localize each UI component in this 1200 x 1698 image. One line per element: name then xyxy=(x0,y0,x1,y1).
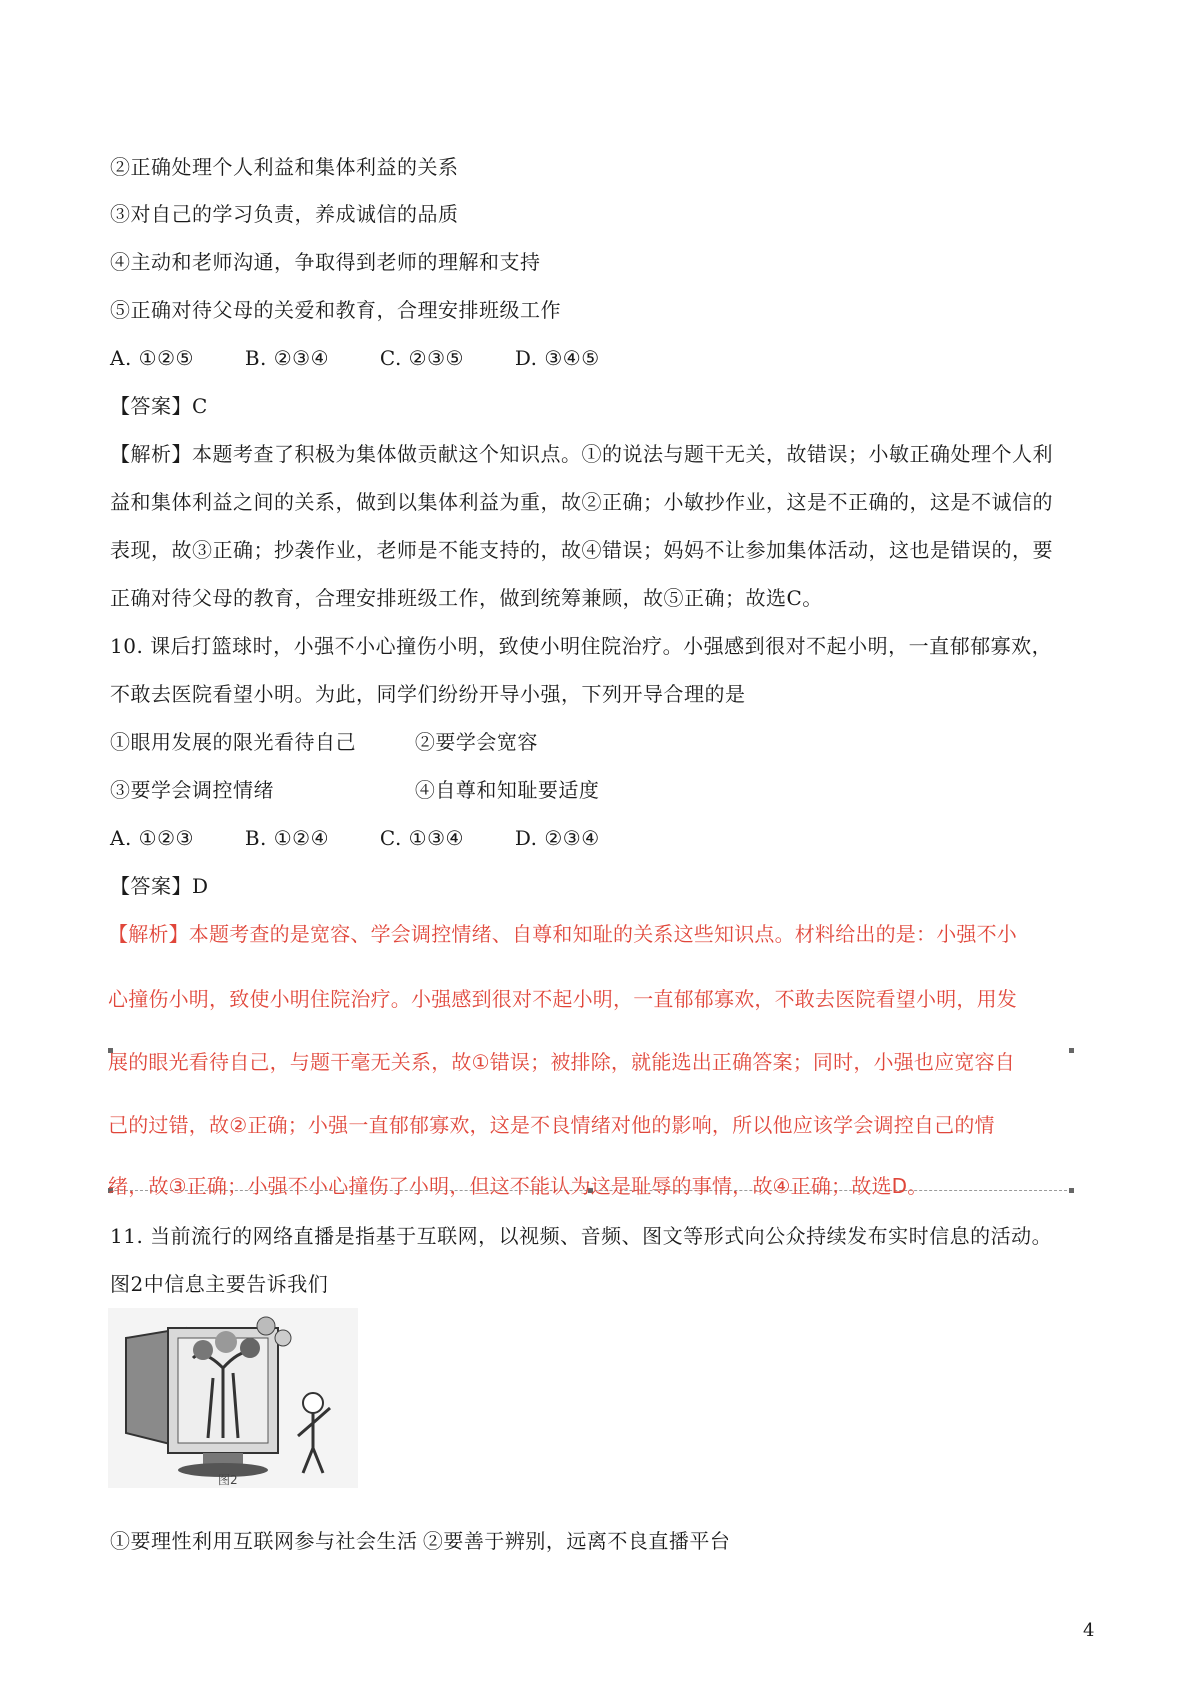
q9-option-b: B. ②③④ xyxy=(244,346,330,370)
q9-item-5: ⑤正确对待父母的关爱和教育，合理安排班级工作 xyxy=(110,298,561,322)
q10-option-d: D. ②③④ xyxy=(514,826,600,850)
q9-item-4: ④主动和老师沟通，争取得到老师的理解和支持 xyxy=(110,250,541,274)
q9-item-3: ③对自己的学习负责，养成诚信的品质 xyxy=(110,202,459,226)
q10-analysis-line: 【解析】本题考查的是宽容、学会调控情绪、自尊和知耻的关系这些知识点。材料给出的是：小强不小 xyxy=(108,922,1017,946)
q9-options xyxy=(110,344,644,372)
q10-choice-2: ②要学会宽容 xyxy=(414,730,538,754)
q10-options xyxy=(110,824,644,852)
q9-option-d: D. ③④⑤ xyxy=(514,346,600,370)
q10-analysis-line: 己的过错，故②正确；小强一直郁郁寡欢，这是不良情绪对他的影响，所以他应该学会调控自己的情 xyxy=(108,1113,995,1137)
resize-handle-icon xyxy=(1069,1188,1074,1193)
page-number: 4 xyxy=(1083,1620,1095,1641)
figure-2-image xyxy=(108,1308,358,1488)
q10-analysis-line: 绪，故③正确；小强不小心撞伤了小明，但这不能认为这是耻辱的事情，故④正确；故选D。 xyxy=(108,1174,928,1198)
q10-stem-line: 10. 课后打篮球时，小强不小心撞伤小明，致使小明住院治疗。小强感到很对不起小明，一直郁郁寡欢， xyxy=(110,634,1053,658)
q9-item-2: ②正确处理个人利益和集体利益的关系 xyxy=(110,155,459,179)
q10-answer: 【答案】D xyxy=(110,874,209,898)
q10-option-b: B. ①②④ xyxy=(244,826,330,850)
resize-handle-icon xyxy=(1069,1048,1074,1053)
q9-analysis-line: 【解析】本题考查了积极为集体做贡献这个知识点。①的说法与题干无关，故错误；小敏正确处理个人利 xyxy=(110,442,1053,466)
q10-choices-row xyxy=(110,776,599,804)
q9-option-a: A. ①②⑤ xyxy=(110,346,194,370)
q10-choice-3: ③要学会调控情绪 xyxy=(110,778,274,802)
q10-option-a: A. ①②③ xyxy=(110,826,194,850)
q9-analysis-line: 益和集体利益之间的关系，做到以集体利益为重，故②正确；小敏抄作业，这是不正确的，这是不诚信的 xyxy=(110,490,1053,514)
q10-option-c: C. ①③④ xyxy=(379,826,464,850)
q11-choice-2: ②要善于辨别，远离不良直播平台 xyxy=(422,1529,731,1553)
q10-analysis-line: 展的眼光看待自己，与题干毫无关系，故①错误；被排除，就能选出正确答案；同时，小强也应宽容自 xyxy=(108,1050,1015,1074)
q10-analysis-line: 心撞伤小明，致使小明住院治疗。小强感到很对不起小明，一直郁郁寡欢，不敢去医院看望小明，用发 xyxy=(108,987,1017,1011)
q10-choices-row xyxy=(110,728,538,756)
q9-answer: 【答案】C xyxy=(110,394,208,418)
q9-option-c: C. ②③⑤ xyxy=(379,346,464,370)
q10-choice-4: ④自尊和知耻要适度 xyxy=(414,778,600,802)
q10-stem-line: 不敢去医院看望小明。为此，同学们纷纷开导小强，下列开导合理的是 xyxy=(110,682,746,706)
q11-choice-1: ①要理性利用互联网参与社会生活 xyxy=(110,1529,418,1553)
q10-choice-1: ①眼用发展的限光看待自己 xyxy=(110,730,356,754)
figure-caption: 图2 xyxy=(218,1473,238,1487)
q9-analysis-line: 表现，故③正确；抄袭作业，老师是不能支持的，故④错误；妈妈不让参加集体活动，这也是错误的，要 xyxy=(110,538,1053,562)
q11-stem-line: 11. 当前流行的网络直播是指基于互联网，以视频、音频、图文等形式向公众持续发布实时信息的活动。 xyxy=(110,1224,1053,1248)
q9-analysis-line: 正确对待父母的教育，合理安排班级工作，做到统筹兼顾，故⑤正确；故选C。 xyxy=(110,586,823,610)
q11-choices-row xyxy=(110,1527,730,1555)
q11-stem-line: 图2中信息主要告诉我们 xyxy=(110,1272,329,1296)
